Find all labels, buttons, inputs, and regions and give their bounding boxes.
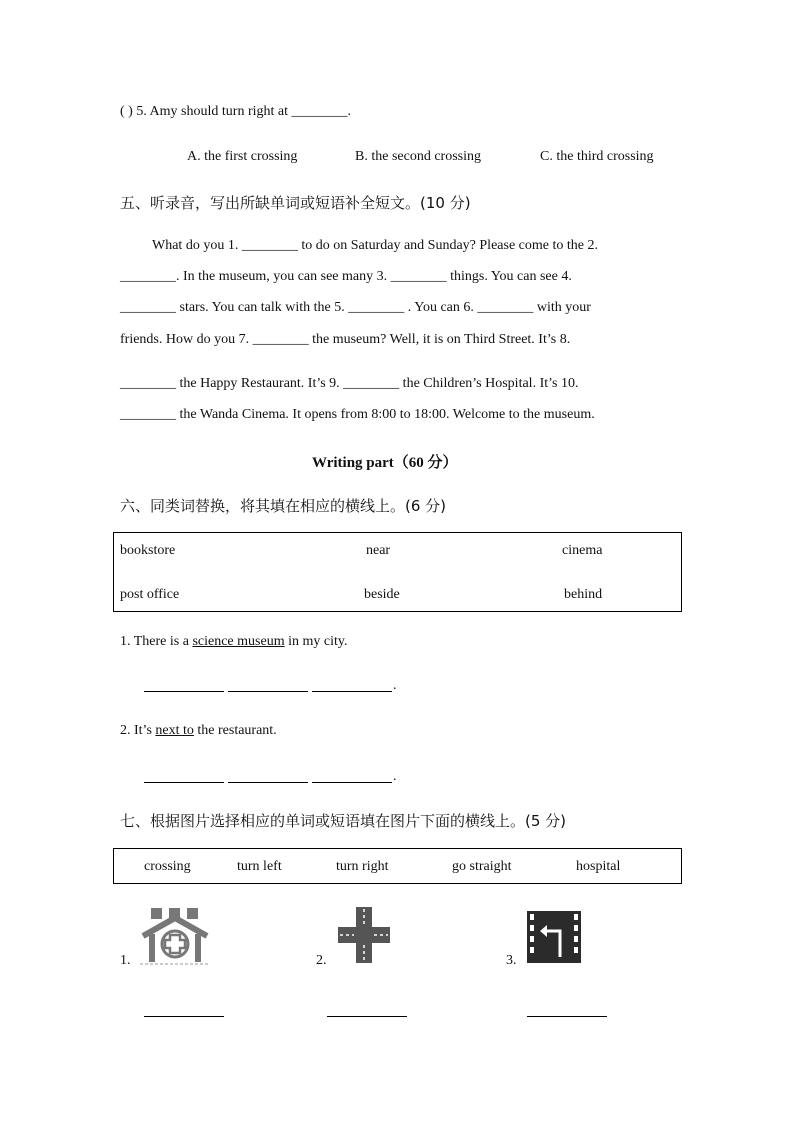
word-choice-item: turn left: [237, 859, 282, 874]
passage-line-4: friends. How do you 7. ________ the museum? Well, it is on Third Street. It’s 8.: [120, 332, 571, 347]
section-6-heading: 六、同类词替换，将其填在相应的横线上。(6 分): [120, 497, 447, 515]
option-a: A. the first crossing: [187, 149, 298, 164]
picture-label-1: 1.: [120, 953, 131, 968]
answer-blank[interactable]: [327, 1016, 407, 1017]
hospital-icon: [138, 906, 212, 966]
answer-blank[interactable]: [228, 782, 308, 783]
passage-line-1: What do you 1. ________ to do on Saturday and Sunday? Please come to the 2.: [152, 238, 598, 253]
crossing-icon: [338, 907, 390, 963]
section-5-heading: 五、听录音，写出所缺单词或短语补全短文。(10 分): [120, 194, 471, 212]
passage-line-2: ________. In the museum, you can see many 3. ________ things. You can see 4.: [120, 269, 572, 284]
word-bank-item: behind: [564, 587, 603, 602]
word-choice-box: [113, 848, 682, 884]
s6-question-2: [120, 723, 277, 739]
blank-period: .: [393, 769, 397, 784]
word-bank-item: post office: [120, 587, 180, 602]
answer-blank[interactable]: [144, 782, 224, 783]
word-bank-box: [113, 532, 682, 612]
q2-prefix: 2. It’s: [120, 723, 152, 738]
question-5-stem: ( ) 5. Amy should turn right at ________.: [120, 104, 351, 119]
word-bank-item: cinema: [562, 543, 603, 558]
option-c: C. the third crossing: [540, 149, 654, 164]
answer-blank[interactable]: [144, 1016, 224, 1017]
word-bank-item: near: [366, 543, 391, 558]
picture-label-2: 2.: [316, 953, 327, 968]
answer-blank[interactable]: [312, 782, 392, 783]
answer-blank[interactable]: [144, 691, 224, 692]
s6-question-1: [120, 634, 347, 650]
word-bank-item: bookstore: [120, 543, 176, 558]
word-choice-item: crossing: [144, 859, 191, 874]
answer-blank[interactable]: [228, 691, 308, 692]
picture-label-3: 3.: [506, 953, 517, 968]
word-choice-item: hospital: [576, 859, 621, 874]
answer-blank[interactable]: [312, 691, 392, 692]
word-choice-item: turn right: [336, 859, 389, 874]
passage-line-3: ________ stars. You can talk with the 5. ________ . You can 6. ________ with your: [120, 300, 591, 315]
writing-part-heading: Writing part（60 分）: [312, 455, 458, 471]
turn-left-icon: [527, 911, 581, 963]
answer-blank[interactable]: [527, 1016, 607, 1017]
passage-line-5: ________ the Happy Restaurant. It’s 9. ________ the Children’s Hospital. It’s 10.: [120, 376, 579, 391]
q1-underlined-phrase: science museum: [192, 634, 285, 649]
q1-suffix: in my city.: [288, 634, 348, 649]
option-b: B. the second crossing: [355, 149, 481, 164]
word-choice-item: go straight: [452, 859, 512, 874]
q2-underlined-phrase: next to: [155, 723, 194, 738]
q1-prefix: 1. There is a: [120, 634, 189, 649]
passage-line-6: ________ the Wanda Cinema. It opens from 8:00 to 18:00. Welcome to the museum.: [120, 407, 595, 422]
section-7-heading: 七、根据图片选择相应的单词或短语填在图片下面的横线上。(5 分): [120, 812, 567, 830]
q2-suffix: the restaurant.: [197, 723, 277, 738]
word-bank-item: beside: [364, 587, 400, 602]
blank-period: .: [393, 678, 397, 693]
